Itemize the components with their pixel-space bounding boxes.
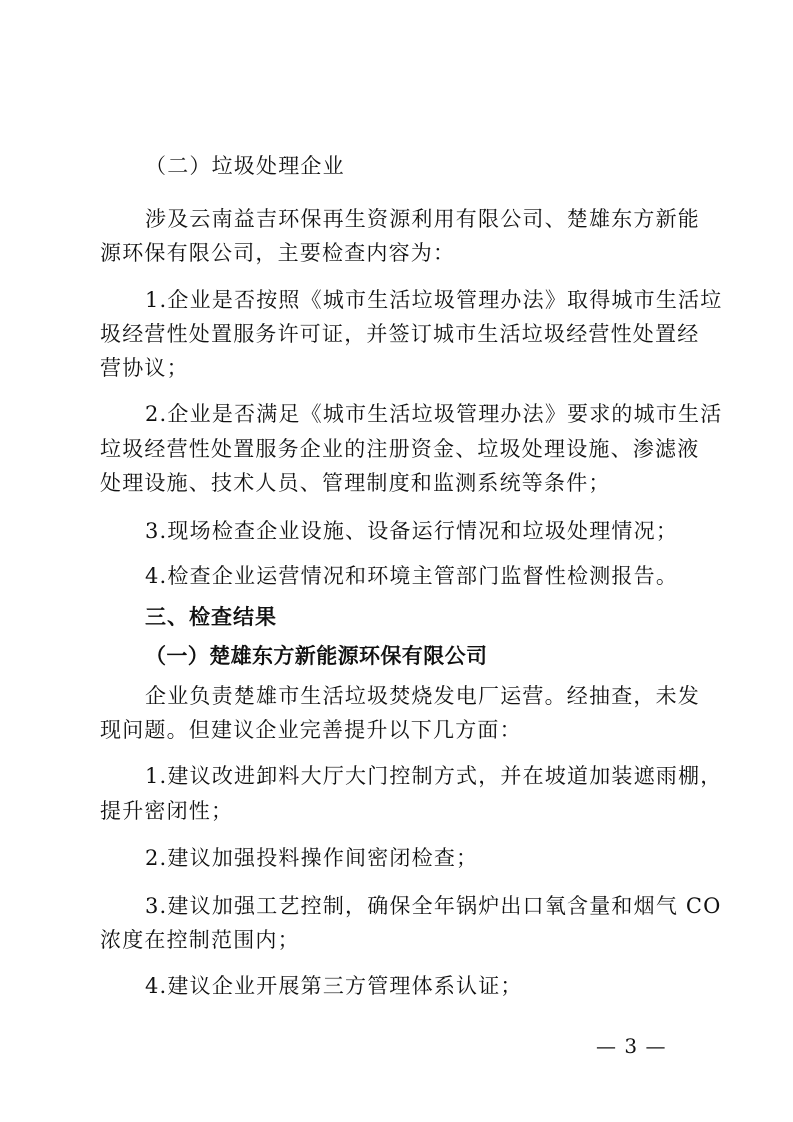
landfill-item2-line-1: 2.企业是否满足《城市生活垃圾管理办法》要求的城市生活	[145, 402, 723, 426]
landfill-item4: 4.检查企业运营情况和环境主管部门监督性检测报告。	[145, 564, 679, 588]
landfill-intro-line-2: 源环保有限公司，主要检查内容为：	[100, 241, 456, 265]
landfill-item1-line-3: 营协议；	[100, 356, 189, 380]
landfill-item2-line-2: 垃圾经营性处置服务企业的注册资金、垃圾处理设施、渗滤液	[100, 437, 700, 461]
suggestion3-line-1: 3.建议加强工艺控制，确保全年锅炉出口氧含量和烟气 CO	[145, 894, 722, 918]
suggestion1-line-2: 提升密闭性；	[100, 799, 234, 823]
suggestion3-line-2: 浓度在控制范围内；	[100, 928, 300, 952]
landfill-item1-line-1: 1.企业是否按照《城市生活垃圾管理办法》取得城市生活垃	[145, 288, 723, 312]
page-number: — 3 —	[596, 1034, 667, 1058]
section-landfill-heading: （二）垃圾处理企业	[145, 154, 345, 178]
company-heading: （一）楚雄东方新能源环保有限公司	[145, 643, 488, 668]
landfill-item2-line-3: 处理设施、技术人员、管理制度和监测系统等条件；	[100, 471, 611, 495]
landfill-item1-line-2: 圾经营性处置服务许可证，并签订城市生活垃圾经营性处置经	[100, 322, 700, 346]
suggestion2: 2.建议加强投料操作间密闭检查；	[145, 846, 479, 870]
suggestion1-line-1: 1.建议改进卸料大厅大门控制方式，并在坡道加装遮雨棚，	[145, 764, 723, 788]
company-intro-line-2: 现问题。但建议企业完善提升以下几方面：	[100, 718, 522, 742]
landfill-intro-line-1: 涉及云南益吉环保再生资源利用有限公司、楚雄东方新能	[145, 207, 700, 231]
landfill-item3: 3.现场检查企业设施、设备运行情况和垃圾处理情况；	[145, 519, 679, 543]
company-intro-line-1: 企业负责楚雄市生活垃圾焚烧发电厂运营。经抽查，未发	[145, 684, 700, 708]
suggestion4: 4.建议企业开展第三方管理体系认证；	[145, 974, 523, 998]
results-heading: 三、检查结果	[145, 605, 277, 629]
